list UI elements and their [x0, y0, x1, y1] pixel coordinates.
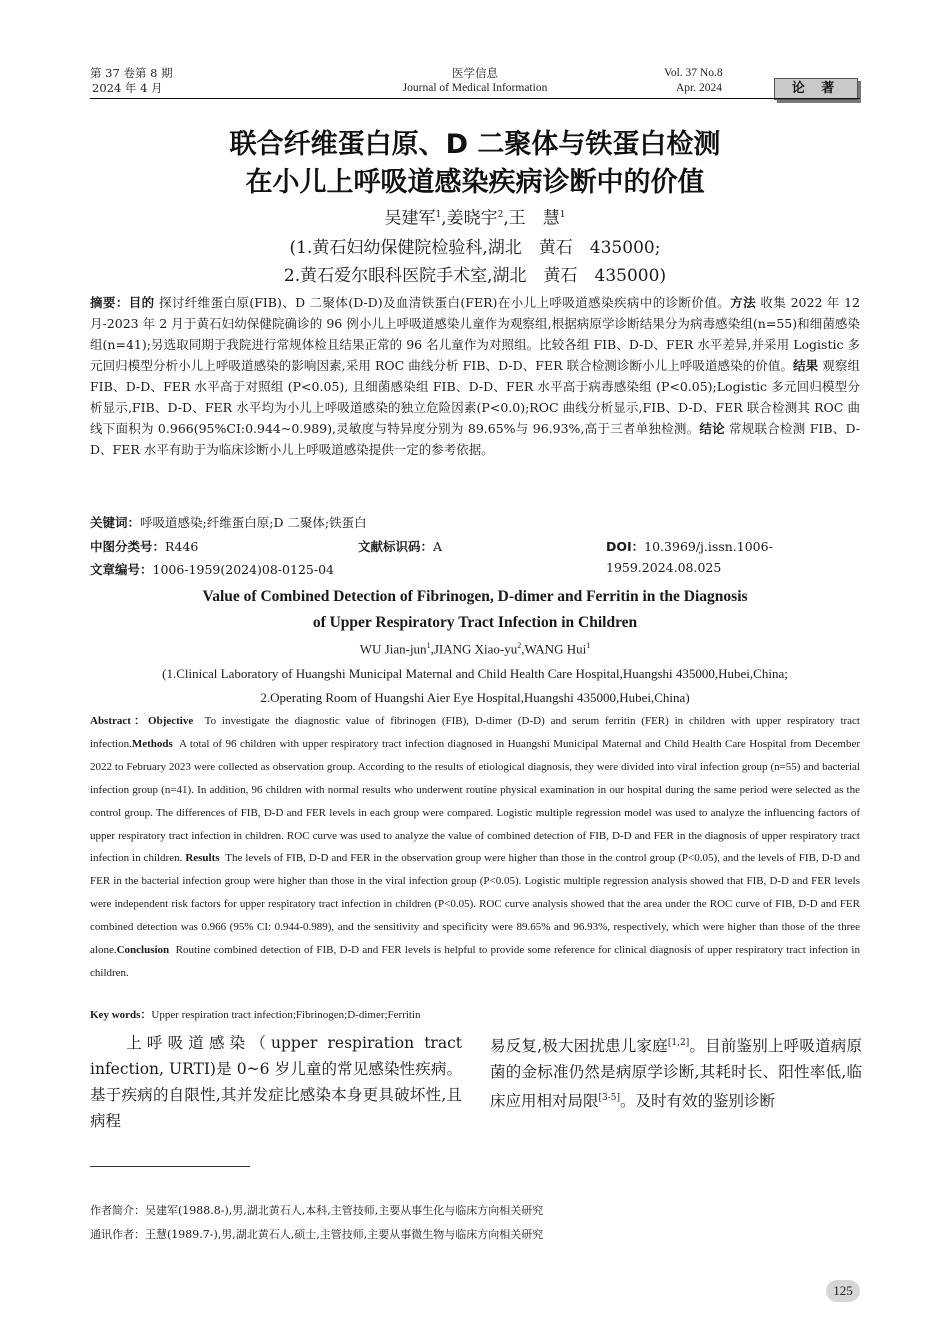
- doc-code-value: A: [433, 539, 443, 554]
- conclusion-cn-text: 常规联合检测 FIB、D-D、FER 水平有助于为临床诊断小儿上呼吸道感染提供一定的参考依据。: [90, 421, 860, 457]
- affiliation-en-2: 2.Operating Room of Huangshi Aier Eye Hospital,Huangshi 435000,Hubei,China): [260, 690, 690, 705]
- page-number: 125: [826, 1280, 860, 1302]
- body-column-right: [490, 1030, 862, 1114]
- keywords-en: [90, 1006, 860, 1024]
- objective-en-text: To investigate the diagnostic value of fibrinogen (FIB), D-dimer (D-D) and serum ferritin (FER) in children with upper respiratory tract infection.: [90, 715, 860, 750]
- body-left-text: 上呼吸道感染（upper respiration tract infection, URTI)是 0~6 岁儿童的常见感染性疾病。基于疾病的自限性,其并发症比感染本身更具破坏性,且病程: [90, 1034, 462, 1130]
- header-date-en: Apr. 2024: [676, 82, 722, 94]
- objective-en-label: Objective: [148, 715, 194, 727]
- results-cn-label: 结果: [793, 358, 819, 373]
- body-right-text-b: 。目前鉴别上呼吸道病原菌的金标准仍然是病原学诊断,其耗时长、阳性率低,临床应用相对局限: [490, 1037, 862, 1111]
- affiliations-cn: [90, 234, 860, 290]
- article-number: [90, 559, 860, 580]
- doc-code-label: 文献标识码：: [358, 539, 434, 554]
- doi-label: DOI：: [606, 539, 645, 554]
- keywords-en-text: Upper respiration tract infection;Fibrinogen;D-dimer;Ferritin: [151, 1009, 421, 1021]
- header-volume-en: [664, 66, 723, 96]
- keywords-cn-label: 关键词：: [90, 515, 141, 530]
- article-number-label: 文章编号：: [90, 562, 153, 577]
- conclusion-cn-label: 结论: [699, 421, 725, 436]
- citation-ref: [3-5]: [598, 1093, 621, 1104]
- article-title-en: [90, 584, 860, 636]
- affiliation-cn-2: 2.黄石爱尔眼科医院手术室,湖北 黄石 435000): [283, 266, 667, 286]
- author-en-name: JIANG Xiao-yu: [433, 641, 518, 657]
- author-cn-name: 吴建军: [384, 208, 436, 229]
- objective-cn-label: 目的: [128, 295, 155, 310]
- abstract-cn-label: 摘要：: [90, 295, 129, 310]
- header-divider: [90, 98, 860, 99]
- authors-en: WU Jian-jun$^1$,JIANG Xiao-$yu^2,WANG$ Hui$^1$: [359, 641, 591, 657]
- keywords-cn-text: 呼吸道感染;纤维蛋白原;D 二聚体;铁蛋白: [140, 515, 367, 530]
- clc-value: R446: [165, 539, 199, 554]
- author-cn-affil: 2: [497, 210, 504, 220]
- results-cn-text: 观察组 FIB、D-D、FER 水平高于对照组 (P<0.05), 且细菌感染组 FIB、D-D、FER 水平高于病毒感染组 (P<0.05);Logistic 多元回归模型分析显示,FIB、D-D、FER 水平均为小儿上呼吸道感染的独立危险因素(P<0.0);ROC 曲线分析显示,FIB、D-D、FER 联合检测其 ROC 曲线下面积为 0.966(95%CI:0.944~0.989),灵敏度与特异度分别为 89.65%与 96.93%,高于三者单独检测。: [90, 358, 860, 436]
- footnote-author-intro: 作者简介：吴建军(1988.8-),男,湖北黄石人,本科,主管技师,主要从事生化与临床方向相关研究: [90, 1204, 544, 1217]
- article-title-cn: [90, 126, 860, 202]
- affiliation-cn-1: (1.黄石妇幼保健院检验科,湖北 黄石 435000;: [289, 238, 661, 258]
- objective-cn-text: 探讨纤维蛋白原(FIB)、D 二聚体(D-D)及血清铁蛋白(FER)在小儿上呼吸道感染疾病中的诊断价值。: [158, 295, 731, 310]
- footnote-corresponding-author: 通讯作者：王慧(1989.7-),男,湖北黄石人,硕士,主管技师,主要从事微生物与临床方向相关研究: [90, 1228, 544, 1241]
- body-column-left: [90, 1030, 462, 1134]
- doc-code: [358, 536, 442, 557]
- abstract-en-label: Abstract：: [90, 715, 149, 727]
- keywords-en-label: Key words：: [90, 1009, 152, 1021]
- methods-cn-label: 方法: [730, 295, 756, 310]
- clc-label: 中图分类号：: [90, 539, 166, 554]
- authors-cn: 吴建军$^1$,姜晓宇$^2$,王 慧$^1$: [384, 208, 566, 229]
- methods-en-label: Methods: [131, 737, 173, 750]
- header-volume-issue: 第 37 卷第 8 期: [90, 66, 173, 80]
- footnote-divider: [90, 1166, 250, 1167]
- body-right-text-a: 易反复,极大困扰患儿家庭: [490, 1037, 668, 1056]
- title-cn-line-1: 联合纤维蛋白原、D 二聚体与铁蛋白检测: [229, 129, 721, 160]
- author-cn-affil: 1: [559, 210, 566, 220]
- conclusion-en-text: Routine combined detection of FIB, D-D and FER levels is helpful to provide some reference for clinical diagnosis of upper respiratory tract infection in children.: [90, 944, 860, 979]
- clc-number: [90, 539, 198, 554]
- abstract-en: [90, 710, 860, 985]
- author-cn-affil: 1: [435, 210, 442, 220]
- header-journal-en: Journal of Medical Information: [402, 82, 548, 94]
- affiliation-en-1: (1.Clinical Laboratory of Huangshi Municipal Maternal and Child Health Care Hospital,Huangshi 435000,Hubei,China;: [162, 666, 788, 681]
- title-en-line-1: Value of Combined Detection of Fibrinogen, D-dimer and Ferritin in the Diagnosis: [202, 588, 748, 605]
- citation-ref: [1,2]: [667, 1038, 690, 1048]
- author-en-affil: 1: [426, 641, 431, 650]
- author-cn-name: 姜晓宇: [446, 208, 498, 229]
- title-en-line-2: of Upper Respiratory Tract Infection in Children: [312, 614, 638, 631]
- header-vol-no: Vol. 37 No.8: [664, 67, 723, 79]
- header-journal-cn: 医学信息: [452, 66, 498, 80]
- methods-en-text: A total of 96 children with upper respiratory tract infection diagnosed in Huangshi Municipal Maternal and Child Health Care Hospital from December 2022 to February 2023 were collected as observation group. According to the results of etiological diagnosis, they were divided into viral infection group (n=55) and bacterial infection group (n=41). In addition, 96 children with normal results who underwent routine physical examination in our hospital during the same period were selected as the control group. The differences of FIB, D-D and FER levels in each group were compared. Logistic multiple regression model was used to analyze the influencing factors of upper respiratory tract infection in children. ROC curve was used to analyze the value of combined detection of FIB, D-D and FER in the diagnosis of upper respiratory tract infection in children.: [90, 737, 860, 865]
- section-label: 论 著: [774, 78, 858, 100]
- header-date-cn: 2024 年 4 月: [92, 81, 163, 95]
- results-en-label: Results: [185, 852, 220, 865]
- article-number-value: 1006-1959(2024)08-0125-04: [152, 562, 334, 577]
- author-en-affil: 2: [517, 641, 522, 650]
- header-journal-issue: [90, 66, 173, 96]
- author-cn-name: 王 慧: [508, 208, 560, 229]
- header-journal-name: [300, 66, 650, 96]
- results-en-text: The levels of FIB, D-D and FER in the observation group were higher than those in the control group (P<0.05), and the levels of FIB, D-D and FER in the bacterial infection group were higher than those in the viral infection group (P<0.05). Logistic multiple regression analysis showed that FIB, D-D and FER levels were independent risk factors for upper respiratory tract infection in children (P<0.05). ROC curve analysis showed that the area under the ROC curve of FIB, D-D and FER combined detection was 0.966 (95% CI: 0.944-0.989), and the sensitivity and specificity were 89.65% and 96.93%, respectively, which were higher than those of the three alone.: [90, 852, 861, 957]
- author-en-affil: 1: [586, 641, 591, 650]
- methods-cn-text: 收集 2022 年 12 月-2023 年 2 月于黄石妇幼保健院确诊的 96 例小儿上呼吸道感染儿童作为观察组,根据病原学诊断结果分为病毒感染组(n=55)和细菌感染组(n=41);另选取同期于我院进行常规体检且结果正常的 96 名儿童作为对照组。比较各组 FIB、D-D、FER 水平差异,并采用 Logistic 多元回归模型分析小儿上呼吸道感染的影响因素,采用 ROC 曲线分析 FIB、D-D、FER 联合检测诊断小儿上呼吸道感染的价值。: [90, 295, 860, 373]
- abstract-cn: [90, 292, 860, 460]
- affiliations-en: [90, 662, 860, 710]
- doi-value: 10.3969/j.issn.1006-1959.2024.08.025: [606, 539, 773, 575]
- author-en-name: WU Jian-jun: [359, 641, 427, 657]
- conclusion-en-label: Conclusion: [116, 944, 170, 957]
- body-right-text-c: 。及时有效的鉴别诊断: [620, 1092, 776, 1111]
- author-en-name: WANG Hui: [524, 641, 587, 657]
- keywords-cn: [90, 512, 860, 533]
- title-cn-line-2: 在小儿上呼吸道感染疾病诊断中的价值: [245, 167, 705, 198]
